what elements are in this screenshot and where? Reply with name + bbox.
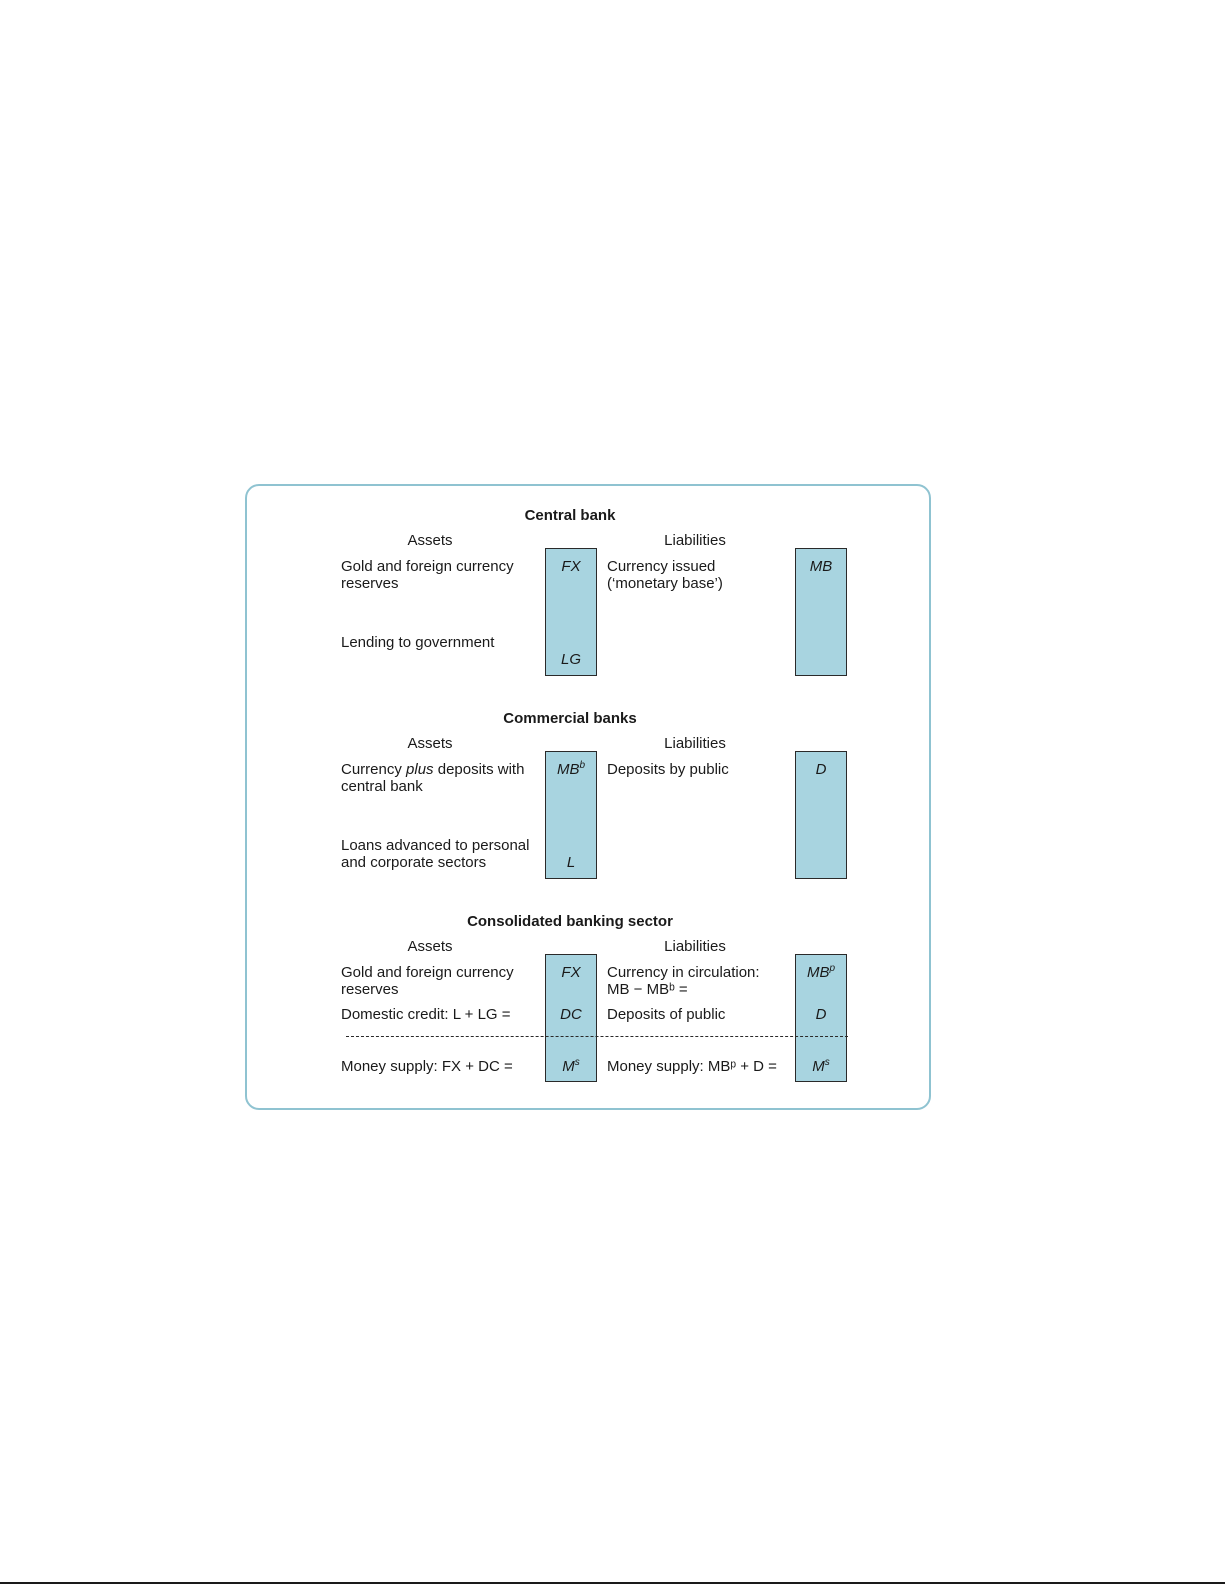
symbol-mb-p: $MB^p$ (806, 963, 836, 981)
assets-heading: Assets (407, 938, 453, 955)
section-title-central-bank: Central bank (524, 507, 616, 524)
asset-label-gold-reserves: Gold and foreign currency reserves (341, 964, 514, 998)
asset-label-currency-plus-deposits: Currency plus deposits with central bank (341, 761, 525, 795)
dashed-divider (346, 1036, 848, 1037)
assets-heading: Assets (407, 735, 453, 752)
asset-label-loans: Loans advanced to personal and corporate sectors (341, 837, 530, 871)
symbol-dc: DC (560, 1006, 582, 1023)
symbol-d: D (815, 761, 827, 778)
symbol-d: D (815, 1006, 827, 1023)
liability-label-money-supply: Money supply: MBᵖ + D = (607, 1058, 777, 1075)
liability-label-deposits-by-public: Deposits by public (607, 761, 729, 778)
asset-label-money-supply: Money supply: FX + DC = (341, 1058, 513, 1075)
symbol-lg: LG (560, 651, 581, 668)
asset-label-gold-reserves: Gold and foreign currency reserves (341, 558, 514, 592)
liabilities-heading: Liabilities (664, 532, 726, 549)
liability-label-currency-in-circulation: Currency in circulation: MB − MBᵇ = (607, 964, 760, 998)
liability-label-currency-issued: Currency issued (‘monetary base’) (607, 558, 723, 592)
section-title-consolidated-banking-sector: Consolidated banking sector (467, 913, 673, 930)
symbol-l: L (566, 854, 576, 871)
symbol-mb: MB (809, 558, 833, 575)
section-title-commercial-banks: Commercial banks (503, 710, 637, 727)
assets-heading: Assets (407, 532, 453, 549)
symbol-m-s: $M^s$ (562, 1057, 580, 1075)
asset-label-domestic-credit: Domestic credit: L + LG = (341, 1006, 511, 1023)
symbol-fx: FX (561, 558, 581, 575)
symbol-m-s: $M^s$ (812, 1057, 830, 1075)
asset-label-lending-to-government: Lending to government (341, 634, 495, 651)
liability-label-deposits-of-public: Deposits of public (607, 1006, 726, 1023)
page-bottom-rule (0, 1582, 1225, 1584)
symbol-mb-b: $MB^b$ (556, 760, 586, 778)
liabilities-heading: Liabilities (664, 938, 726, 955)
liabilities-heading: Liabilities (664, 735, 726, 752)
symbol-fx: FX (561, 964, 581, 981)
